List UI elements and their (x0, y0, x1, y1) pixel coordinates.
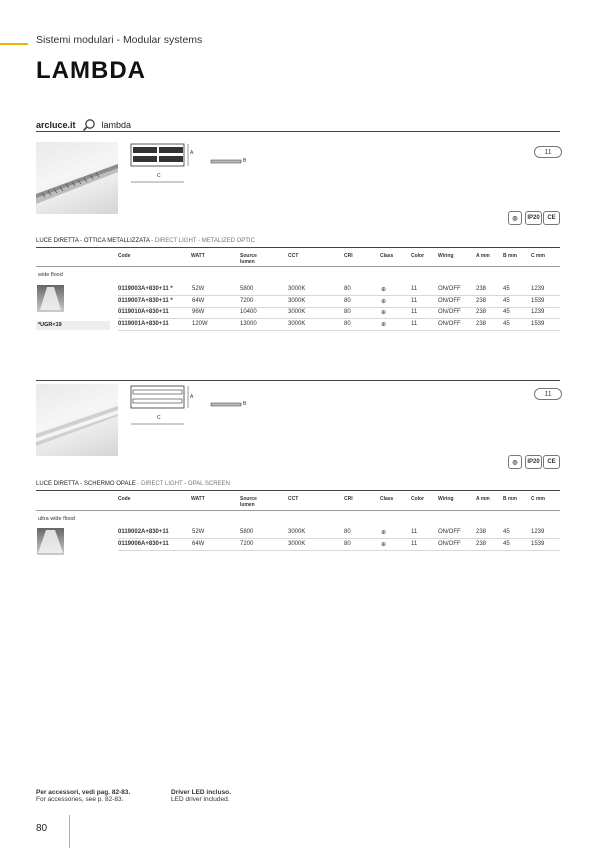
row-divider (118, 318, 560, 319)
cell-code: 0119010A+830+11 (118, 309, 169, 315)
ce-badge-2: CE (543, 455, 560, 469)
col-wiring-2: Wiring (438, 496, 454, 502)
cell-wiring: ON/OFF (438, 529, 461, 535)
col-a-2: A mm (476, 496, 490, 502)
cell-c: 1539 (531, 297, 545, 304)
cell-a: 238 (476, 286, 487, 292)
ugr-note: *UGR<19 (36, 321, 110, 330)
cell-color: 11 (411, 297, 418, 304)
cell-code: 0119001A+830+11 (118, 320, 169, 327)
cell-cct: 3000K (288, 540, 306, 547)
cell-color: 11 (411, 286, 418, 292)
optic-label-1: wide flood (38, 272, 63, 278)
col-class: Class (380, 253, 394, 259)
cell-color: 11 (411, 320, 418, 327)
col-lumen-2: Source lumen (240, 496, 257, 508)
cell-class: ⊕ (381, 530, 387, 536)
col-c: C mm (531, 253, 545, 259)
cell-watt: 120W (192, 320, 208, 327)
row-divider (118, 538, 560, 539)
row-divider (118, 295, 560, 296)
product-photo-metalized (36, 142, 118, 214)
col-class-2: Class (380, 496, 394, 502)
dim-label-b: B (243, 158, 247, 164)
header-accent-line (0, 43, 28, 45)
cell-cri: 80 (344, 540, 351, 547)
cell-watt: 64W (192, 297, 205, 304)
cell-cct: 3000K (288, 297, 306, 304)
col-b-2: B mm (503, 496, 517, 502)
table-rule-1 (36, 247, 560, 248)
cell-lumen: 5800 (240, 286, 254, 292)
dim-label-b-2: B (243, 401, 247, 407)
cell-c: 1239 (531, 529, 545, 535)
cell-watt: 64W (192, 540, 205, 547)
cell-code: 0119002A+830+11 (118, 529, 169, 535)
cell-cct: 3000K (288, 320, 306, 327)
drawing-side-view-1 (208, 157, 248, 167)
row-divider (118, 550, 560, 551)
drawing-top-view-2 (126, 384, 196, 430)
cell-b: 45 (503, 540, 510, 547)
table-title-1: LUCE DIRETTA - OTTICA METALLIZZATA - DIRECT LIGHT - METALIZED OPTIC (36, 238, 255, 244)
footer-accessories: Per accessori, vedi pag. 82-83. For accessories, see p. 82-83. (36, 789, 131, 803)
col-wiring: Wiring (438, 253, 454, 259)
class-symbol-11: 11 (534, 146, 562, 158)
page-number-accent (69, 815, 70, 848)
cell-wiring: ON/OFF (438, 540, 461, 547)
cell-color: 11 (411, 529, 418, 535)
beam-icon-2 (37, 528, 64, 555)
col-c-2: C mm (531, 496, 545, 502)
cell-a: 238 (476, 529, 487, 535)
ip20-badge: IP20 (525, 211, 542, 225)
cell-class: ⊕ (381, 298, 387, 305)
cell-class: ⊕ (381, 541, 387, 548)
col-color: Color (411, 253, 425, 259)
cell-cct: 3000K (288, 286, 306, 292)
cell-a: 238 (476, 309, 487, 315)
cell-wiring: ON/OFF (438, 286, 461, 292)
cell-b: 45 (503, 529, 510, 535)
ce-badge: CE (543, 211, 560, 225)
dim-label-c-2: C (157, 415, 161, 421)
drawing-side-view-2 (208, 400, 248, 410)
cell-code: 0119003A+830+11 * (118, 286, 173, 292)
led-badge-icon-2: ◎ (508, 455, 522, 469)
row-divider (118, 330, 560, 331)
drawing-top-view-1 (126, 142, 196, 188)
cell-b: 45 (503, 320, 510, 327)
cell-code: 0119006A+830+11 (118, 540, 169, 547)
col-cct: CCT (288, 253, 299, 259)
col-cct-2: CCT (288, 496, 299, 502)
col-cri: CRI (344, 253, 353, 259)
header-divider-2 (36, 510, 560, 511)
cell-cct: 3000K (288, 309, 306, 315)
col-lumen: Source lumen (240, 253, 257, 265)
row-divider (118, 307, 560, 308)
class-symbol-11-2: 11 (534, 388, 562, 400)
cell-b: 45 (503, 309, 510, 315)
cell-b: 45 (503, 297, 510, 304)
page-title: LAMBDA (36, 57, 146, 84)
cell-lumen: 7200 (240, 540, 254, 547)
optic-label-2: ultra wide flood (38, 516, 75, 522)
footer-driver: Driver LED incluso. LED driver included. (171, 789, 231, 803)
cell-lumen: 13000 (240, 320, 257, 327)
beam-icon-1 (37, 285, 64, 312)
cell-lumen: 5800 (240, 529, 254, 535)
dim-label-a-2: A (190, 394, 194, 400)
cell-cri: 80 (344, 297, 351, 304)
cell-watt: 96W (192, 309, 205, 315)
cell-c: 1239 (531, 309, 545, 315)
col-color-2: Color (411, 496, 425, 502)
header-divider-1 (36, 266, 560, 267)
cell-a: 238 (476, 540, 487, 547)
cell-lumen: 10400 (240, 309, 257, 315)
section-divider (36, 380, 560, 381)
cell-b: 45 (503, 286, 510, 292)
brand-divider (36, 131, 560, 132)
section-title: Sistemi modulari - Modular systems (36, 34, 203, 46)
cell-a: 238 (476, 320, 487, 327)
cell-lumen: 7200 (240, 297, 254, 304)
cell-code: 0119007A+830+11 * (118, 297, 173, 304)
cell-color: 11 (411, 309, 418, 315)
brand-site[interactable]: arcluce.it (36, 120, 76, 130)
dim-label-c: C (157, 173, 161, 179)
search-icon[interactable] (82, 118, 96, 132)
ip20-badge-2: IP20 (525, 455, 542, 469)
col-code-2: Code (118, 496, 131, 502)
cell-watt: 52W (192, 529, 205, 535)
cell-wiring: ON/OFF (438, 320, 461, 327)
cell-c: 1239 (531, 286, 545, 292)
table-title-2: LUCE DIRETTA - SCHERMO OPALE - DIRECT LIGHT - OPAL SCREEN (36, 481, 230, 487)
cell-class: ⊕ (381, 287, 387, 293)
cell-c: 1539 (531, 540, 545, 547)
cell-a: 238 (476, 297, 487, 304)
cell-watt: 52W (192, 286, 205, 292)
col-watt: WATT (191, 253, 205, 259)
table-rule-2 (36, 490, 560, 491)
cell-wiring: ON/OFF (438, 309, 461, 315)
product-photo-opal (36, 384, 118, 456)
col-a: A mm (476, 253, 490, 259)
cell-cri: 80 (344, 286, 351, 292)
cell-color: 11 (411, 540, 418, 547)
cell-class: ⊕ (381, 310, 387, 316)
cell-c: 1539 (531, 320, 545, 327)
cell-cri: 80 (344, 309, 351, 315)
col-code: Code (118, 253, 131, 259)
brand-row (36, 118, 131, 132)
cell-cct: 3000K (288, 529, 306, 535)
cell-class: ⊕ (381, 321, 387, 328)
col-b: B mm (503, 253, 517, 259)
dim-label-a: A (190, 150, 194, 156)
col-cri-2: CRI (344, 496, 353, 502)
col-watt-2: WATT (191, 496, 205, 502)
led-badge-icon: ◎ (508, 211, 522, 225)
cell-cri: 80 (344, 529, 351, 535)
cell-cri: 80 (344, 320, 351, 327)
cell-wiring: ON/OFF (438, 297, 461, 304)
page-number: 80 (36, 823, 48, 834)
search-term: lambda (101, 120, 132, 130)
